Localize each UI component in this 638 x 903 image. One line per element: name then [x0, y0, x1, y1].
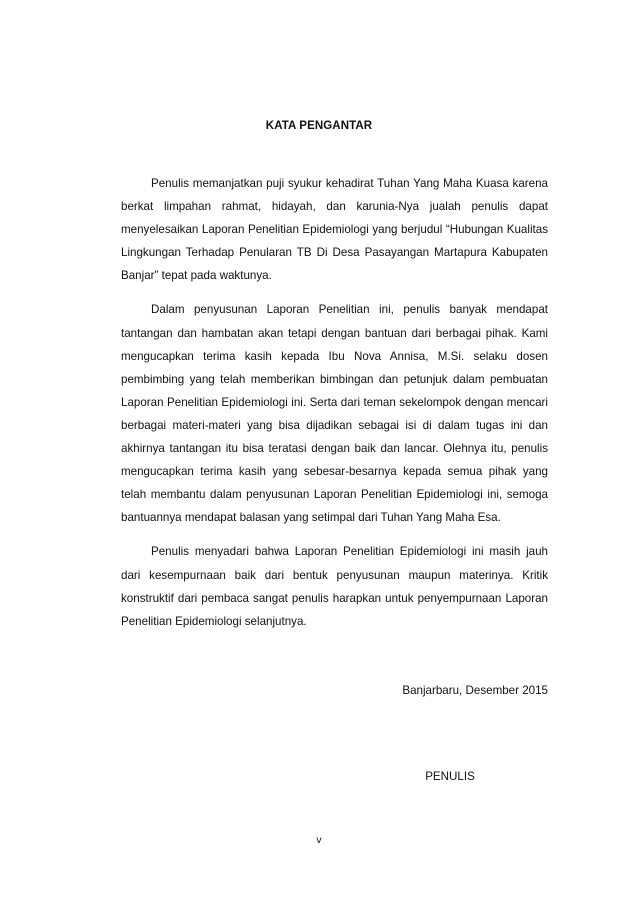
paragraph-2: Dalam penyusunan Laporan Penelitian ini, penulis banyak mendapat tantangan dan hambatan akan tetapi dengan bantuan dari berbagai pihak. Kami mengucapkan terima kasih kepada Ibu Nova Annisa, M.Si. selaku dosen pembimbing yang telah memberikan bimbingan dan petunjuk dalam pembuatan Laporan Penelitian Epidemiologi ini. Serta dari teman sekelompok dengan mencari berbagai materi-materi yang bisa dijadikan sebagai isi di dalam tugas ini dan akhirnya tantangan itu bisa teratasi dengan baik dan lancar. Olehnya itu, penulis mengucapkan terima kasih yang sebesar-besarnya kepada semua pihak yang telah membantu dalam penyusunan Laporan Penelitian Epidemiologi ini, semoga bantuannya mendapat balasan yang setimpal dari Tuhan Yang Maha Esa.	[121, 303, 548, 525]
paragraph-3: Penulis menyadari bahwa Laporan Penelitian Epidemiologi ini masih jauh dari kesempurnaan baik dari bentuk penyusunan maupun materinya. Kritik konstruktif dari pembaca sangat penulis harapkan untuk penyempurnaan Laporan Penelitian Epidemiologi selanjutnya.	[121, 545, 548, 628]
place-date: Banjarbaru, Desember 2015	[402, 684, 548, 697]
paragraph-1: Penulis memanjatkan puji syukur kehadirat Tuhan Yang Maha Kuasa karena berkat limpahan rahmat, hidayah, dan karunia-Nya jualah penulis dapat menyelesaikan Laporan Penelitian Epidemiologi yang berjudul “Hubungan Kualitas Lingkungan Terhadap Penularan TB Di Desa Pasayangan Martapura Kabupaten Banjar” tepat pada waktunya.	[121, 177, 548, 283]
author-signature: PENULIS	[425, 770, 475, 783]
page-number: v	[316, 834, 322, 846]
page-title: KATA PENGANTAR	[265, 120, 373, 132]
document-body	[121, 172, 548, 644]
